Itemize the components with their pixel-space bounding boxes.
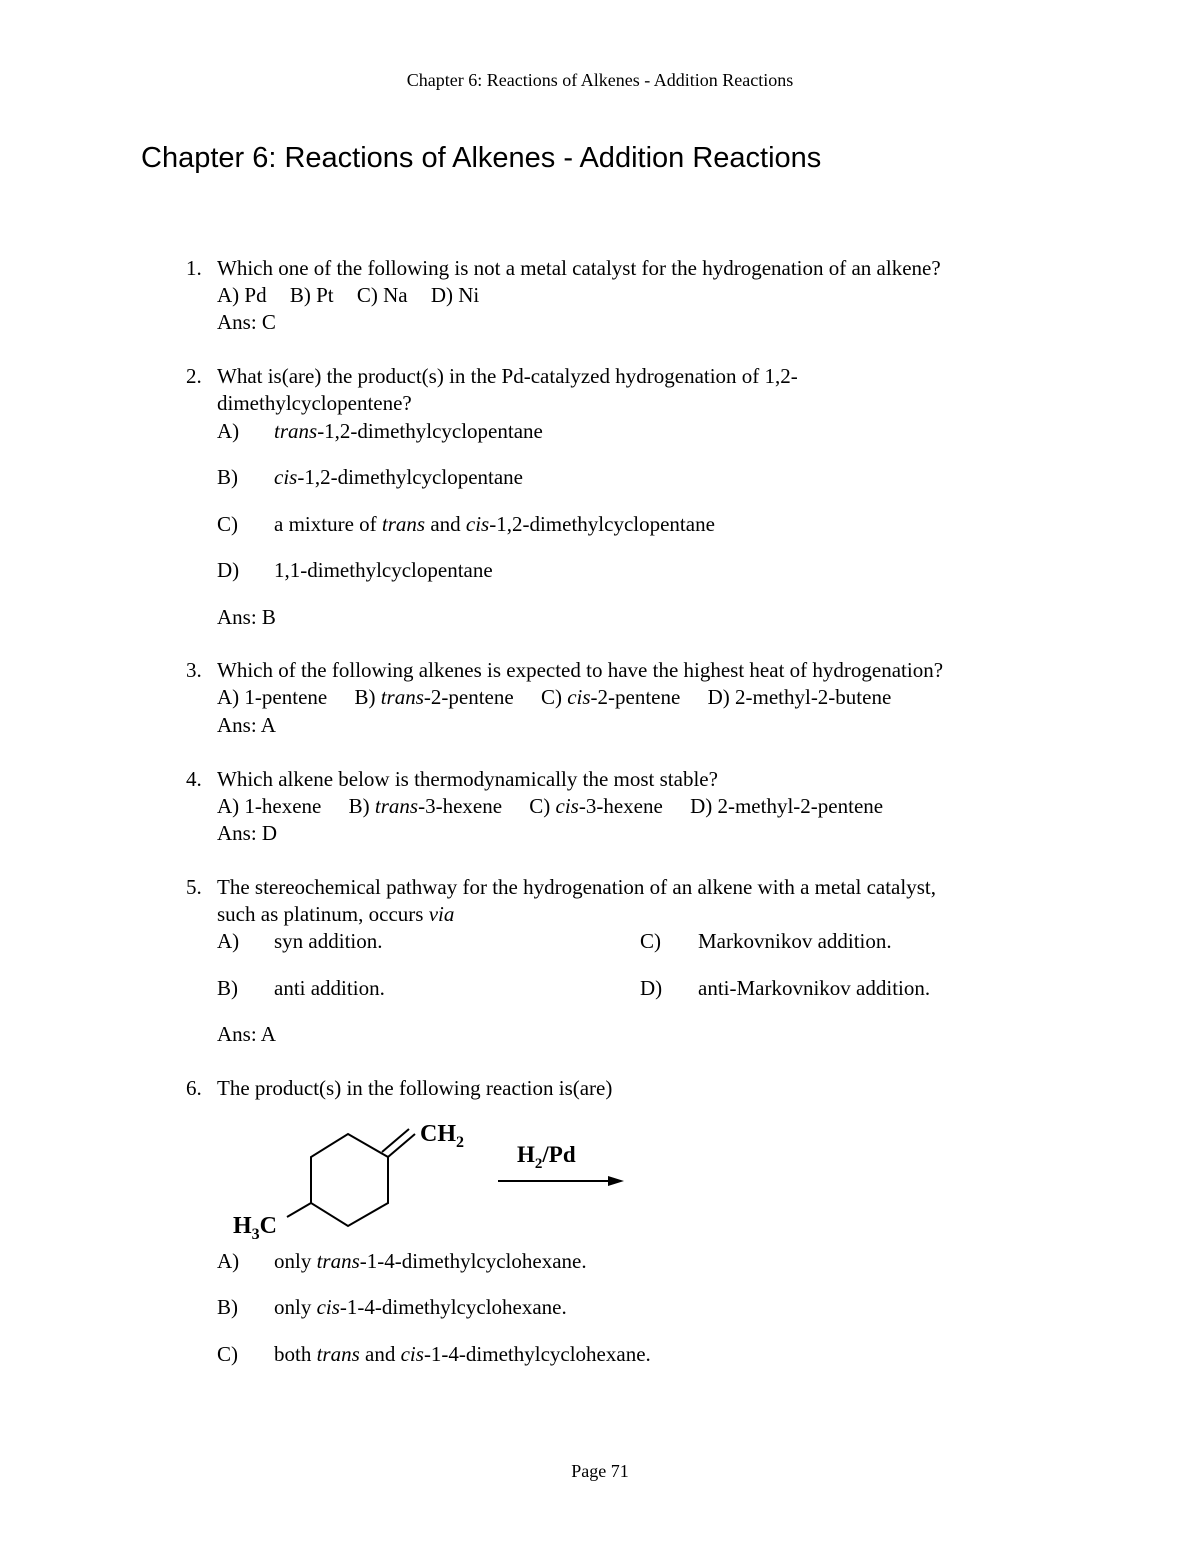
question-number: 4. xyxy=(186,767,202,791)
h3c-label: $H_3C$ xyxy=(233,1213,278,1243)
option-key: D) xyxy=(640,976,663,1000)
answer: Ans: C xyxy=(217,310,276,334)
option-key: D) xyxy=(217,558,240,582)
question-stem-line-1: What is(are) the product(s) in the Pd-catalyzed hydrogenation of 1,2- xyxy=(217,364,798,388)
option-a: A) 1-pentene xyxy=(217,685,328,709)
option-key: C) xyxy=(217,512,238,536)
option-d: D) Ni xyxy=(430,283,480,307)
option-d: anti-Markovnikov addition. xyxy=(698,976,931,1000)
option-a: only trans-1-4-dimethylcyclohexane. xyxy=(274,1249,587,1273)
option-b: only cis-1-4-dimethylcyclohexane. xyxy=(274,1295,567,1319)
option-b: B) trans-2-pentene xyxy=(354,685,514,709)
option-key: B) xyxy=(217,465,238,489)
option-key: C) xyxy=(640,929,661,953)
option-key: A) xyxy=(217,1249,240,1273)
option-row xyxy=(217,283,479,308)
option-key: C) xyxy=(217,1342,238,1366)
option-key: A) xyxy=(217,419,240,443)
option-d: D) 2-methyl-2-butene xyxy=(707,685,892,709)
answer: Ans: A xyxy=(217,1022,276,1046)
option-b: B) trans-3-hexene xyxy=(348,794,503,818)
arrow-head-icon xyxy=(608,1176,624,1186)
option-a: A) 1-hexene xyxy=(217,794,322,818)
question-number: 5. xyxy=(186,875,202,899)
question-stem-line-1: The stereochemical pathway for the hydrogenation of an alkene with a metal catalyst, xyxy=(217,875,936,899)
option-a: A) Pd xyxy=(217,283,267,307)
option-c: both trans and cis-1-4-dimethylcyclohexane. xyxy=(274,1342,651,1366)
question-stem: The product(s) in the following reaction is(are) xyxy=(217,1076,613,1100)
option-b: B) Pt xyxy=(289,283,334,307)
running-header: Chapter 6: Reactions of Alkenes - Addition Reactions xyxy=(406,70,794,90)
question-number: 2. xyxy=(186,364,202,388)
option-d: 1,1-dimethylcyclopentane xyxy=(274,558,493,582)
option-key: B) xyxy=(217,1295,238,1319)
question-stem: Which one of the following is not a metal catalyst for the hydrogenation of an alkene? xyxy=(217,256,941,280)
double-bond-line xyxy=(388,1134,415,1157)
ch2-label: $CH_2$ xyxy=(420,1121,464,1151)
answer: Ans: A xyxy=(217,713,276,737)
cyclohexane-ring xyxy=(311,1134,388,1226)
chapter-title: Chapter 6: Reactions of Alkenes - Addition Reactions xyxy=(141,142,822,174)
option-b: cis-1,2-dimethylcyclopentane xyxy=(274,465,523,489)
question-number: 6. xyxy=(186,1076,202,1100)
question-number: 1. xyxy=(186,256,202,280)
answer: Ans: D xyxy=(217,821,278,845)
option-c: C) cis-2-pentene xyxy=(540,685,681,709)
question-stem-line-2: such as platinum, occurs via xyxy=(217,902,455,926)
question-number: 3. xyxy=(186,658,202,682)
option-a: syn addition. xyxy=(274,929,383,953)
double-bond-line xyxy=(382,1129,409,1152)
option-c: Markovnikov addition. xyxy=(698,929,892,953)
methyl-bond xyxy=(287,1203,311,1217)
option-row xyxy=(217,794,883,819)
answer: Ans: B xyxy=(217,605,276,629)
option-b: anti addition. xyxy=(274,976,385,1000)
reagent-label: $H_2/Pd$ xyxy=(517,1142,576,1172)
option-c: C) Na xyxy=(356,283,408,307)
page-number: Page 71 xyxy=(571,1461,629,1481)
option-c: C) cis-3-hexene xyxy=(529,794,663,818)
option-c: a mixture of trans and cis-1,2-dimethylcyclopentane xyxy=(274,512,715,536)
option-row xyxy=(217,685,891,710)
option-key: A) xyxy=(217,929,240,953)
question-stem: Which alkene below is thermodynamically the most stable? xyxy=(217,767,718,791)
reaction-scheme xyxy=(225,1118,645,1244)
option-d: D) 2-methyl-2-pentene xyxy=(690,794,884,818)
option-a: trans-1,2-dimethylcyclopentane xyxy=(274,419,543,443)
question-stem: Which of the following alkenes is expected to have the highest heat of hydrogenation? xyxy=(217,658,944,682)
question-stem-line-2: dimethylcyclopentene? xyxy=(217,391,412,415)
option-key: B) xyxy=(217,976,238,1000)
